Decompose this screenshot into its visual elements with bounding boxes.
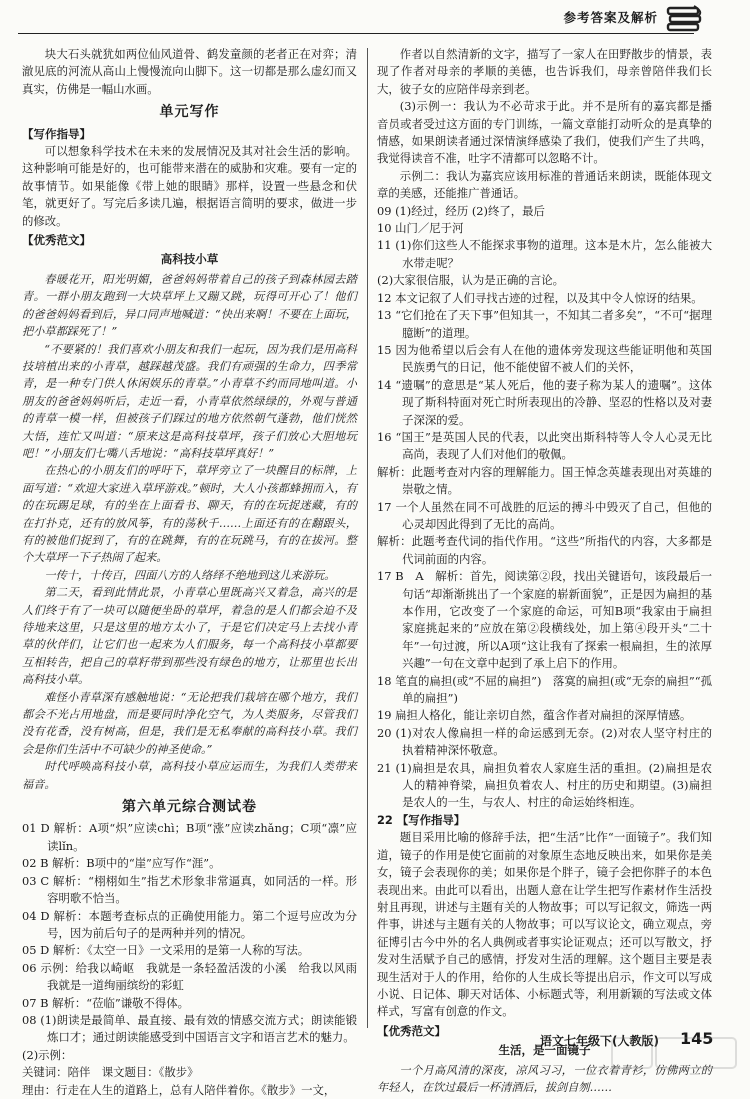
answer-item: 理由：行走在人生的道路上，总有人陪伴着你。《散步》一文，	[22, 1082, 336, 1097]
writing-guide-text: 可以想象科学技术在未来的发展情况及其对社会生活的影响。这种影响可能是好的，也可能带来潜在的威胁和灾难。要有一定的故事情节。如果能像《带上她的眼睛》那样，设置一些悬念和伏笔，就更好了。写完后多读几遍，根据语言简明的要求，做进一步的修改。	[22, 144, 357, 228]
answer-item: 解析：此题考查对内容的理解能力。国王悼念英雄表现出对英雄的崇敬之情。	[377, 464, 712, 497]
answer-item: 13 “它们抢在了天下事”但知其一，不知其二者多矣”，“不可“据理臆断”的道理。	[377, 308, 712, 340]
answer-item: 05 D 解析：《太空一日》一文采用的是第一人称的写法。	[22, 943, 310, 958]
answer-item: 04 D 解析：本题考查标点的正确使用能力。第二个逗号应改为分号，因为前后句子的是两种并列的情况。	[22, 908, 357, 940]
test-title: 第六单元综合测试卷	[122, 799, 257, 816]
answer-item: 18 笔直的扁担(或“不屈的扁担”) 落寞的扁担(或“无奈的扁担”“孤单的扁担”)	[377, 673, 712, 706]
essay-paragraph: “不要紧的！我们喜欢小朋友和我们一起玩，因为我们是用高科技培植出来的小青草，越踩越茂盛。我们有顽强的生命力，四季常青，是一种专门供人休闲娱乐的青草。”小青草不约而同地叫道。小朋友的爸爸妈妈听后，走近一看，小青草依然绿绿的，外观与普通的青草一模一样，但被孩子们踩过的地方依然朝气蓬勃，他们恍然大悟，连忙又叫道：“原来这是高科技草坪，孩子们放心大胆地玩吧！”小朋友们七嘴八舌地说：“高科技草坪真好！”	[22, 342, 357, 460]
answer-item: 01 D 解析：A项“炽”应读chì；B项“涨”应读zhǎng；C项“凛”应读lǐn。	[22, 821, 357, 853]
essay-paragraph: 一个月高风清的深夜，凉风习习，一位衣着青衫，仿佛两立的年轻人，在饮过最后一杯清酒后，拔剑自刎……	[377, 1063, 712, 1094]
answer-item: 07 B 解析：“莅临”谦敬不得体。	[22, 995, 190, 1010]
answer-item: 20 (1)对农人像扁担一样的命运感到无奈。(2)对农人坚守村庄的执着精神深怀敬意。	[377, 725, 712, 758]
answer-paragraph: 作者以自然清新的文字，描写了一家人在田野散步的情景，表现了作者对母亲的孝顺的美德，也告诉我们，母亲曾陪伴我们长大，彼子女的应陪伴母亲到老。	[377, 47, 712, 96]
header-title: 参考答案及解析	[563, 10, 658, 25]
answer-item: 14 “遗嘱”的意思是“某人死后，他的妻子称为某人的遗嘱”。这体现了斯科特面对死亡时所表现出的冷静、坚忍的性格以及对妻子深深的爱。	[377, 377, 712, 427]
answer-item: 10 山门／尼于河	[377, 221, 464, 236]
answer-item: 解析：此题考查代词的指代作用。“这些”所指代的内容，大多都是代词前面的内容。	[377, 534, 712, 566]
answer-paragraph: (3)示例一：我认为不必苛求于此。并不是所有的嘉宾都是播音员或者受过这方面的专门训练，一篇文章能打动听众的是真挚的情感，如果朗读者通过深情演绎感染了我们，使我们产生了共鸣，我觉得读音不准，吐字不清都可以忽略不计。	[377, 99, 712, 166]
writing-guide-text: 题目采用比喻的修辞手法，把“生活”比作“一面镜子”。我们知道，镜子的作用是使它面前的对象原生态地反映出来，如果你是美女，镜子会表现你的美；如果你是个胖子，镜子会把你胖子的本色表现出来。由此可以看出，出题人意在让学生把写作素材作生活投射且再现，讲述与主题有关的人物故事；可以写记叙文，筛选一两件事，讲述与主题有关的人物故事；可以写议论文，确立观点，旁征博引古今中外的名人典例或者事实论证观点；还可以写散文，抒发对生活赋予自己的感情，抒发对生活的理解。这个题目主要是表现生活对于人的作用，给你的人生成长等提出启示，作文可以写成小说、日记体、聊天对话体、小标题式等，利用新颖的写法或文体样式，写富有创意的作文。	[377, 830, 712, 1019]
answer-item: 02 B 解析：B项中的“崖”应写作“涯”。	[22, 856, 221, 871]
sample-essay-title: 高科技小草	[160, 252, 219, 267]
answer-item: 11 (1)你们这些人不能探求事物的道理。这本是木片，怎么能被大水带走呢？	[377, 238, 712, 270]
answer-item: 08 (1)朗读是最简单、最直接、最有效的情感交流方式；朗读能锻炼口才；通过朗读能感受到中国语言文字和语言艺术的魅力。	[22, 1012, 357, 1045]
right-column	[377, 46, 712, 1096]
essay-paragraph: 难怪小青草深有感触地说：“无论把我们栽培在哪个地方，我们都会不光占用地盘，而是要同时净化空气，为人类服务，尽管我们没有花香，没有树高，但是，我们是无私奉献的高科技小草。我们会是你们生活中不可缺少的神圣使命。”	[22, 690, 357, 756]
answer-item: 关键词：陪伴 课文题目：《散步》	[22, 1065, 199, 1080]
column-divider	[367, 48, 368, 1028]
page-header	[0, 0, 750, 40]
sample-essay-heading: 【优秀范文】	[377, 1023, 446, 1038]
writing-guide-heading: 【写作指导】	[22, 126, 91, 141]
answer-item: (2)大家很信服，认为是正确的言论。	[377, 273, 564, 288]
left-column	[22, 46, 369, 1099]
answer-item: 09 (1)经过，经历 (2)终了，最后	[377, 203, 545, 218]
essay-paragraph: 在热心的小朋友们的呼吁下，草坪旁立了一块醒目的标牌，上面写道：“欢迎大家进入草坪游戏。”顿时，大人小孩都蜂拥而入，有的在玩踢足球，有的坐在上面看书、聊天，有的在玩捉迷藏，有的在打扑克，还有的放风筝，有的荡秋千……上面还有的在翻跟头，有的被他们捉到了，有的在跳舞，有的在玩跳马，有的在拔河。整个大草坪一下子热闹了起来。	[22, 464, 357, 565]
footer-book-label: 语文七年级下(人教版)	[540, 1034, 659, 1048]
answer-item: 12 本文记叙了人们寻找古迹的过程，以及其中令人惊讶的结果。	[377, 290, 703, 305]
answer-item: 21 (1)扁担是农具，扁担负着农人家庭生活的重担。(2)扁担是农人的精神脊梁，扁担负着农人、村庄的历史和期望。(3)扁担是农人的一生，与农人、村庄的命运始终相连。	[377, 760, 712, 810]
essay-paragraph: 时代呼唤高科技小草，高科技小草应运而生，为我们人类带来福音。	[22, 760, 357, 791]
sample-essay-title: 生活，是一面镜子	[498, 1043, 591, 1058]
answer-item: (2)示例：	[22, 1047, 73, 1062]
answer-item: 17 B A 解析：首先，阅读第②段，找出关键语句，该段最后一句话“却渐渐挑出了一个家庭的崭新面貌”，正是因为扁担的基本作用，它改变了一个家庭的命运，可知B项“我家由于扁担家庭挑起来的”应放在第②段横线处，加上第④段开头“二十年”一句过渡，所以A项“这让我有了探索一根扁担，生的浓厚兴趣”一句在文章中起到了承上启下的作用。	[377, 569, 712, 671]
page-number: 145	[680, 1029, 714, 1048]
answer-item: 06 示例：给我以崎岖 我就是一条轻盈活泼的小溪 给我以风雨 我就是一道绚丽缤纷的彩虹	[22, 960, 369, 993]
answer-item: 16 “国王”是英国人民的代表，以此突出斯科特等人令人心灵无比高尚，表现了人们对他们的敬佩。	[377, 429, 712, 462]
answer-item: 15 因为他希望以后会有人在他的遗体旁发现这些能证明他和英国民族勇气的日记，他不能使留不被人们的关怀，	[377, 342, 712, 375]
answer-item: 17 一个人虽然在同不可战胜的厄运的搏斗中毁灭了自己，但他的心灵却因此得到了无比的高尚。	[377, 499, 712, 531]
essay-paragraph: 春暖花开，阳光明媚，爸爸妈妈带着自己的孩子到森林园去踏青。一群小朋友跑到一大块草坪上又蹦又跳，玩得可开心了！他们的爸爸妈妈看到后，异口同声地喊道：“快出来啊！不要在上面玩，把小草都踩死了！”	[22, 272, 357, 339]
answer-paragraph: 示例二：我认为嘉宾应该用标准的普通话来朗读，既能体现文章的美感，还能推广普通话。	[377, 168, 712, 201]
answer-item: 22 【写作指导】	[377, 812, 466, 827]
header-rule	[18, 33, 694, 34]
answer-item: 19 扁担人格化，能让亲切自然，蕴含作者对扁担的深厚情感。	[377, 708, 692, 723]
essay-paragraph: 第二天，看到此情此景，小青草心里既高兴又着急，高兴的是人们终于有了一块可以随便坐卧的草坪，着急的是人们都会迫不及待地来这里，只是这里的地方太小了，于是它们决定马上去找小青草的伙伴们，让它们也一起来为人们服务，每一个高科技小草都要互相转告，把自己的草籽带到那些没有绿色的地方，让那里也长出高科技小草。	[22, 586, 357, 687]
watermark-logo	[610, 1034, 738, 1072]
answer-item: 03 C 解析：“栩栩如生”指艺术形象非常逼真，如同活的一样。形容明歌不恰当。	[22, 873, 357, 906]
sample-essay-heading: 【优秀范文】	[22, 233, 91, 248]
essay-paragraph: 一传十，十传百，四面八方的人络绎不绝地到这儿来游玩。	[44, 568, 336, 582]
unit-writing-title: 单元写作	[159, 104, 220, 121]
intro-paragraph: 块大石头就犹如两位仙风道骨、鹤发童颜的老者正在对弈；清澈见底的河流从高山上慢慢流向山脚下。这一切都是那么虚幻而又真实，仿佛是一幅山水画。	[22, 47, 357, 96]
